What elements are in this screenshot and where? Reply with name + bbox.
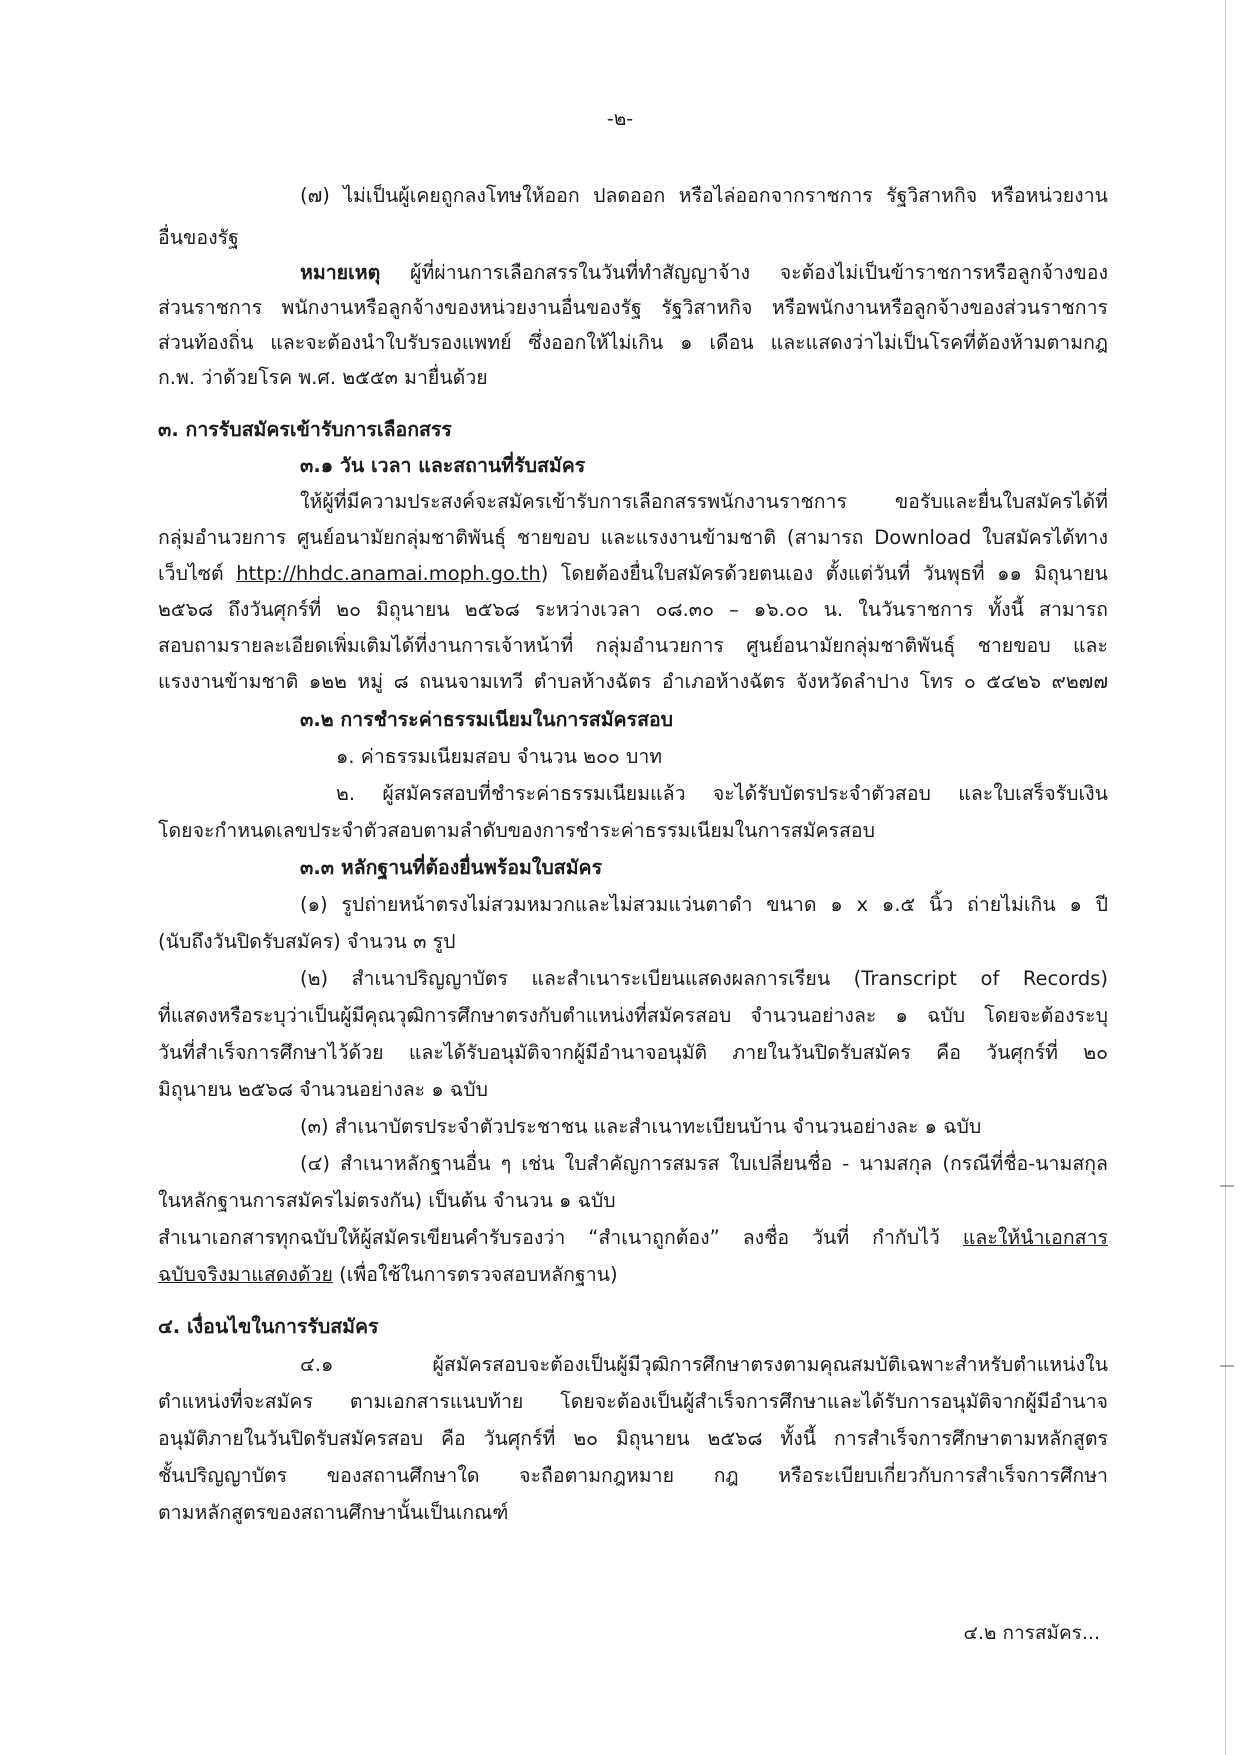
- scan-mark: [1220, 1365, 1234, 1367]
- website-link[interactable]: http://hhdc.anamai.moph.go.th: [236, 562, 541, 585]
- remark-line-1: [300, 263, 1108, 283]
- section-4-1-line-4: ชั้นปริญญาบัตร ของสถานศึกษาใด จะถือตามกฎหมาย กฎ หรือระเบียบเกี่ยวกับการสำเร็จการศึกษา: [158, 1464, 1108, 1487]
- doc-item-4-line-1: (๔) สำเนาหลักฐานอื่น ๆ เช่น ใบสำคัญการสมรส ใบเปลี่ยนชื่อ - นามสกุล (กรณีที่ชื่อ-นามสกุล: [300, 1152, 1108, 1175]
- section-3-1-line-6: แรงงานข้ามชาติ ๑๒๒ หมู่ ๘ ถนนจามเทวี ตำบลห้างฉัตร อำเภอห้างฉัตร จังหวัดลำปาง โทร ๐ ๕๔๒๖ ๙๒๗๗: [158, 670, 1108, 693]
- scan-edge: [1225, 0, 1226, 1755]
- section-4-1-line-3: อนุมัติภายในวันปิดรับสมัครสอบ คือ วันศุกร์ที่ ๒๐ มิถุนายน ๒๕๖๘ ทั้งนี้ การสำเร็จการศึกษาตามหลักสูตร: [158, 1427, 1108, 1450]
- copy-certification-underlined-2: ฉบับจริงมาแสดงด้วย: [158, 1263, 333, 1286]
- doc-item-1-line-1: (๑) รูปถ่ายหน้าตรงไม่สวมหมวกและไม่สวมแว่นตาดำ ขนาด ๑ x ๑.๕ นิ้ว ถ่ายไม่เกิน ๑ ปี: [300, 893, 1108, 916]
- section-3-heading: ๓. การรับสมัครเข้ารับการเลือกสรร: [158, 418, 452, 441]
- fee-item-1: ๑. ค่าธรรมเนียมสอบ จำนวน ๒๐๐ บาท: [336, 745, 663, 768]
- fee-item-2-line-2: โดยจะกำหนดเลขประจำตัวสอบตามลำดับของการชำระค่าธรรมเนียมในการสมัครสอบ: [158, 819, 875, 842]
- section-3-1-line-1: ให้ผู้ที่มีความประสงค์จะสมัครเข้ารับการเลือกสรรพนักงานราชการ ขอรับและยื่นใบสมัครได้ที่: [300, 490, 1108, 513]
- scan-mark: [1220, 1185, 1234, 1187]
- doc-item-4-line-2: ในหลักฐานการสมัครไม่ตรงกัน) เป็นต้น จำนวน ๑ ฉบับ: [158, 1189, 616, 1212]
- section-3-1-line-2: กลุ่มอำนวยการ ศูนย์อนามัยกลุ่มชาติพันธุ์ ชายขอบ และแรงงานข้ามชาติ (สามารถ Download ใบสมัครได้ทาง: [158, 526, 1108, 549]
- copy-certification-text: สำเนาเอกสารทุกฉบับให้ผู้สมัครเขียนคำรับรองว่า “สำเนาถูกต้อง” ลงชื่อ วันที่ กำกับไว้: [158, 1226, 963, 1249]
- section-3-1-line-5: สอบถามรายละเอียดเพิ่มเติมได้ที่งานการเจ้าหน้าที่ กลุ่มอำนวยการ ศูนย์อนามัยกลุ่มชาติพันธุ์ ชายขอบ และ: [158, 634, 1108, 657]
- section-3-1-line-4: ๒๕๖๘ ถึงวันศุกร์ที่ ๒๐ มิถุนายน ๒๕๖๘ ระหว่างเวลา ๐๘.๓๐ – ๑๖.๐๐ น. ในวันราชการ ทั้งนี้ สามารถ: [158, 598, 1108, 621]
- section-4-1-line-2: ตำแหน่งที่จะสมัคร ตามเอกสารแนบท้าย โดยจะต้องเป็นผู้สำเร็จการศึกษาและได้รับการอนุมัติจากผู้มีอำนาจ: [158, 1390, 1108, 1413]
- remark-line-2: ส่วนราชการ พนักงานหรือลูกจ้างของหน่วยงานอื่นของรัฐ รัฐวิสาหกิจ หรือพนักงานหรือลูกจ้างของส่วนราชการ: [158, 296, 1108, 319]
- remark-label: หมายเหตุ: [300, 261, 381, 284]
- copy-certification-purpose: (เพื่อใช้ในการตรวจสอบหลักฐาน): [332, 1263, 618, 1286]
- copy-certification-underlined: และให้นำเอกสาร: [962, 1226, 1108, 1249]
- remark-line-4: ก.พ. ว่าด้วยโรค พ.ศ. ๒๕๕๓ มายื่นด้วย: [158, 366, 488, 389]
- doc-item-2-line-2: ที่แสดงหรือระบุว่าเป็นผู้มีคุณวุฒิการศึกษาตรงกับตำแหน่งที่สมัครสอบ จำนวนอย่างละ ๑ ฉบับ โดยจะต้องระบุ: [158, 1004, 1108, 1027]
- doc-item-3: (๓) สำเนาบัตรประจำตัวประชาชน และสำเนาทะเบียนบ้าน จำนวนอย่างละ ๑ ฉบับ: [300, 1115, 982, 1138]
- section-3-1-line-3: [158, 564, 1108, 584]
- doc-item-1-line-2: (นับถึงวันปิดรับสมัคร) จำนวน ๓ รูป: [158, 930, 456, 953]
- qualification-7-line-2: อื่นของรัฐ: [158, 226, 239, 249]
- doc-item-2-line-3: วันที่สำเร็จการศึกษาไว้ด้วย และได้รับอนุมัติจากผู้มีอำนาจอนุมัติ ภายในวันปิดรับสมัคร คือ วันศุกร์ที่ ๒๐: [158, 1041, 1108, 1064]
- section-4-1-line-1: ๔.๑ ผู้สมัครสอบจะต้องเป็นผู้มีวุฒิการศึกษาตรงตามคุณสมบัติเฉพาะสำหรับตำแหน่งใน: [300, 1353, 1108, 1376]
- doc-item-2-line-1: (๒) สำเนาปริญญาบัตร และสำเนาระเบียนแสดงผลการเรียน (Transcript of Records): [300, 967, 1108, 990]
- remark-text: ผู้ที่ผ่านการเลือกสรรในวันที่ทำสัญญาจ้าง จะต้องไม่เป็นข้าราชการหรือลูกจ้างของ: [410, 261, 1108, 284]
- next-page-marker: ๔.๒ การสมัคร...: [963, 1622, 1100, 1644]
- section-3-1-line-3-rest: ) โดยต้องยื่นใบสมัครด้วยตนเอง ตั้งแต่วันที่ วันพุธที่ ๑๑ มิถุนายน: [540, 562, 1109, 585]
- page-number: -๒-: [606, 108, 634, 130]
- doc-item-2-line-4: มิถุนายน ๒๕๖๘ จำนวนอย่างละ ๑ ฉบับ: [158, 1078, 488, 1101]
- section-4-heading: ๔. เงื่อนไขในการรับสมัคร: [158, 1315, 379, 1338]
- section-3-3-heading: ๓.๓ หลักฐานที่ต้องยื่นพร้อมใบสมัคร: [300, 856, 603, 879]
- qualification-7-line-1: (๗) ไม่เป็นผู้เคยถูกลงโทษให้ออก ปลดออก หรือไล่ออกจากราชการ รัฐวิสาหกิจ หรือหน่วยงาน: [300, 184, 1108, 207]
- fee-item-2-line-1: ๒. ผู้สมัครสอบที่ชำระค่าธรรมเนียมแล้ว จะได้รับบัตรประจำตัวสอบ และใบเสร็จรับเงิน: [336, 782, 1108, 805]
- section-3-1-heading: ๓.๑ วัน เวลา และสถานที่รับสมัคร: [300, 454, 586, 477]
- remark-line-3: ส่วนท้องถิ่น และจะต้องนำใบรับรองแพทย์ ซึ่งออกให้ไม่เกิน ๑ เดือน และแสดงว่าไม่เป็นโรคที่ต้องห้ามตามกฎ: [158, 331, 1108, 354]
- website-label: เว็บไซต์: [158, 562, 237, 585]
- section-4-1-line-5: ตามหลักสูตรของสถานศึกษานั้นเป็นเกณฑ์: [158, 1501, 509, 1524]
- section-3-2-heading: ๓.๒ การชำระค่าธรรมเนียมในการสมัครสอบ: [300, 708, 674, 731]
- copy-certification-line-1: [158, 1228, 1108, 1248]
- copy-certification-line-2: [158, 1265, 618, 1285]
